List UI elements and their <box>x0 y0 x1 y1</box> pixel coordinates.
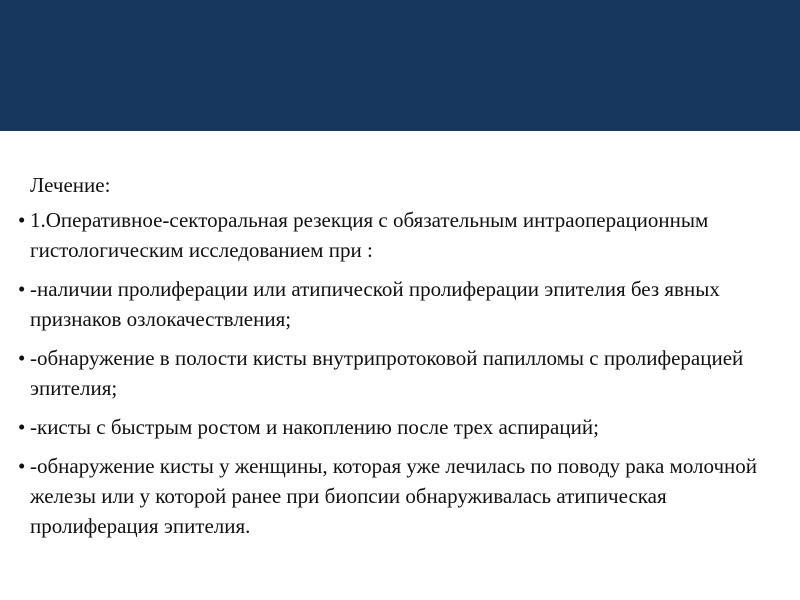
bullet-icon: • <box>18 346 26 370</box>
treatment-heading: Лечение: <box>30 173 111 197</box>
list-item-surgery <box>18 205 788 265</box>
list-item-text: -обнаружение в полости кисты внутрипротоковой папилломы с пролиферацией эпителия; <box>30 346 744 400</box>
list-item-papilloma <box>18 343 788 403</box>
list-item-text: -наличии пролиферации или атипической пролиферации эпителия без явных признаков озлокачествления; <box>30 277 720 331</box>
bullet-icon: • <box>18 415 26 439</box>
list-item-text: -обнаружение кисты у женщины, которая уже лечилась по поводу рака молочной железы или у которой ранее при биопсии обнаруживалась атипическая пролиферация эпителия. <box>30 454 758 538</box>
slide-body <box>18 170 788 550</box>
bullet-icon: • <box>18 277 26 301</box>
list-item-rapid-growth <box>18 412 788 442</box>
bullet-icon: • <box>18 454 26 478</box>
list-item-text: -кисты с быстрым ростом и накоплению после трех аспираций; <box>30 415 599 439</box>
header-band <box>0 0 800 131</box>
list-item-proliferation <box>18 274 788 334</box>
list-item-history <box>18 451 788 541</box>
bullet-icon: • <box>18 208 26 232</box>
list-item-text: 1.Оперативное-секторальная резекция с обязательным интраоперационным гистологическим исследованием при : <box>30 208 709 262</box>
